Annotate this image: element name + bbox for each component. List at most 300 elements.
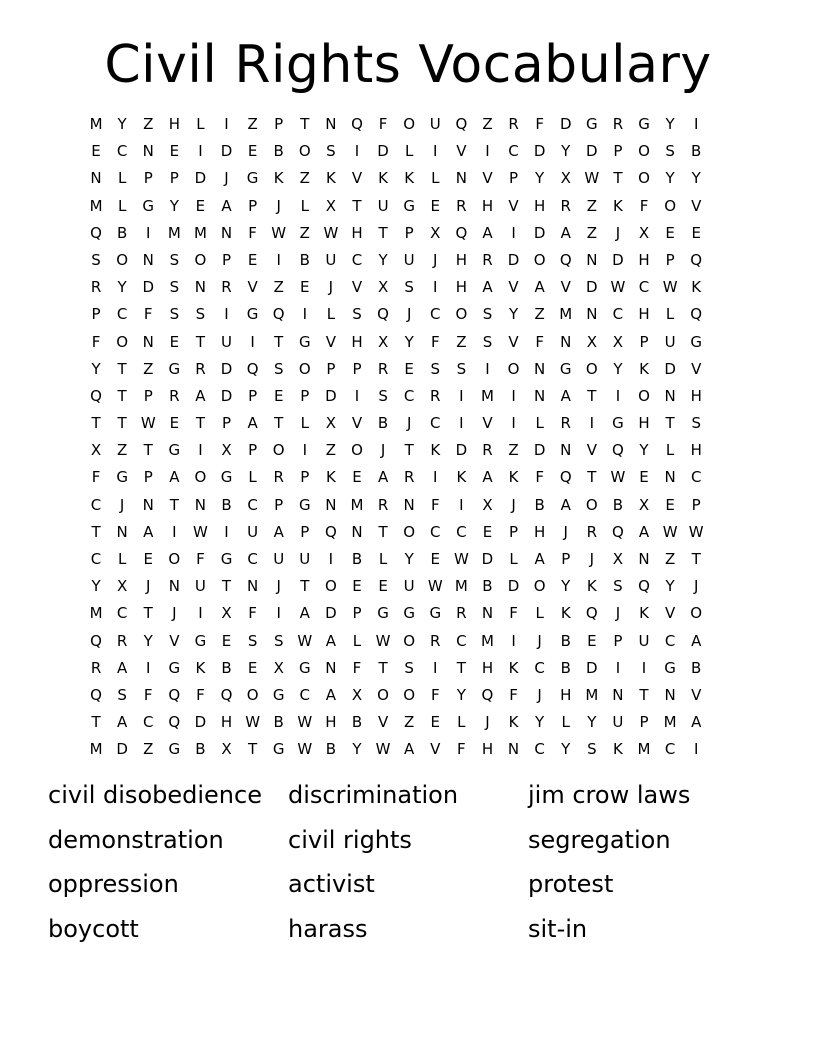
grid-letter: D — [533, 223, 546, 242]
grid-letter: D — [194, 713, 207, 732]
grid-letter: A — [117, 658, 128, 677]
grid-letter: Y — [587, 713, 597, 732]
word-list-item: demonstration — [48, 825, 224, 854]
grid-letter: T — [143, 604, 153, 623]
grid-letter: I — [511, 414, 516, 433]
grid-letter: N — [351, 522, 363, 541]
grid-letter: O — [298, 359, 311, 378]
grid-letter: M — [663, 713, 677, 732]
grid-letter: N — [246, 577, 259, 596]
grid-letter: R — [456, 604, 467, 623]
grid-letter: R — [169, 386, 180, 405]
grid-letter: P — [352, 604, 362, 623]
grid-letter: W — [193, 522, 208, 541]
grid-letter: N — [142, 332, 154, 351]
grid-letter: I — [172, 522, 177, 541]
grid-letter: I — [511, 223, 516, 242]
grid-letter: Y — [561, 142, 571, 161]
grid-letter: V — [691, 685, 702, 704]
grid-letter: H — [351, 223, 363, 242]
grid-letter: Q — [324, 522, 337, 541]
grid-letter: J — [433, 250, 438, 269]
grid-letter: Z — [143, 740, 154, 759]
grid-letter: I — [615, 386, 621, 405]
grid-letter: O — [246, 685, 259, 704]
grid-letter: L — [117, 196, 127, 215]
grid-letter: T — [587, 468, 597, 487]
grid-letter: L — [561, 713, 570, 732]
grid-letter: H — [690, 386, 702, 405]
grid-letter: N — [220, 223, 233, 242]
grid-letter: T — [117, 414, 127, 433]
grid-letter: K — [613, 196, 623, 215]
grid-letter: I — [693, 740, 699, 759]
grid-letter: K — [639, 359, 649, 378]
grid-letter: K — [195, 658, 206, 677]
grid-letter: Y — [561, 740, 571, 759]
word-list-item: harass — [288, 914, 368, 943]
grid-letter: B — [560, 631, 571, 650]
grid-letter: E — [352, 468, 362, 487]
grid-letter: M — [454, 577, 468, 596]
grid-letter: U — [664, 332, 676, 351]
grid-letter: Q — [481, 685, 494, 704]
grid-letter: B — [560, 658, 571, 677]
grid-letter: G — [298, 495, 311, 514]
grid-row — [83, 736, 733, 763]
grid-letter: R — [586, 522, 598, 541]
grid-letter: Q — [455, 115, 468, 133]
grid-letter: A — [560, 223, 571, 242]
grid-letter: E — [143, 550, 153, 568]
grid-letter: Q — [351, 115, 363, 133]
grid-letter: M — [480, 631, 494, 650]
grid-letter: B — [482, 577, 493, 596]
grid-letter: O — [690, 604, 703, 623]
grid-letter: W — [610, 278, 626, 297]
grid-letter: I — [589, 414, 595, 433]
grid-letter: P — [691, 495, 701, 514]
grid-letter: Y — [352, 740, 362, 759]
grid-letter: V — [351, 278, 363, 297]
grid-letter: T — [404, 441, 414, 460]
grid-letter: Z — [586, 223, 597, 242]
grid-letter: Q — [690, 250, 703, 269]
grid-letter: W — [688, 522, 704, 541]
grid-letter: S — [456, 359, 467, 378]
grid-row — [83, 655, 733, 682]
grid-letter: D — [377, 142, 389, 161]
grid-letter: A — [404, 740, 415, 759]
grid-letter: J — [511, 495, 516, 514]
grid-letter: P — [248, 441, 258, 460]
grid-letter: O — [194, 250, 207, 269]
grid-letter: P — [639, 332, 649, 351]
grid-letter: W — [297, 631, 313, 650]
grid-letter: N — [534, 386, 546, 405]
grid-letter: P — [352, 359, 362, 378]
grid-letter: K — [586, 577, 597, 596]
grid-letter: E — [273, 386, 284, 405]
grid-letter: S — [378, 386, 388, 405]
grid-letter: J — [224, 169, 229, 188]
grid-letter: S — [665, 142, 675, 161]
grid-letter: J — [146, 577, 151, 596]
grid-letter: N — [142, 495, 154, 514]
grid-letter: V — [377, 713, 389, 732]
grid-letter: Y — [665, 115, 675, 133]
grid-letter: X — [325, 196, 337, 215]
grid-row — [83, 437, 733, 464]
grid-letter: C — [116, 305, 128, 324]
grid-letter: Z — [534, 305, 545, 324]
grid-letter: G — [168, 658, 181, 677]
grid-letter: A — [221, 196, 232, 215]
grid-letter: Z — [299, 223, 310, 242]
grid-letter: C — [664, 631, 676, 650]
grid-letter: R — [430, 631, 441, 650]
grid-letter: B — [351, 550, 363, 568]
grid-letter: A — [560, 495, 571, 514]
grid-letter: S — [613, 577, 623, 596]
grid-letter: T — [456, 658, 466, 677]
grid-letter: Q — [272, 305, 285, 324]
grid-letter: E — [169, 142, 180, 161]
grid-letter: I — [198, 142, 203, 161]
grid-letter: L — [248, 468, 257, 487]
grid-letter: I — [302, 441, 308, 460]
grid-letter: Y — [535, 169, 545, 188]
grid-letter: F — [430, 495, 440, 514]
grid-letter: E — [665, 223, 675, 242]
grid-letter: G — [220, 468, 233, 487]
grid-letter: C — [116, 142, 128, 161]
grid-letter: B — [299, 250, 310, 269]
grid-letter: A — [169, 468, 180, 487]
word-search-grid — [83, 111, 733, 764]
grid-letter: Q — [612, 522, 624, 541]
grid-letter: M — [89, 196, 103, 215]
grid-letter: C — [638, 278, 650, 297]
grid-letter: O — [298, 142, 311, 161]
grid-letter: G — [168, 740, 181, 759]
grid-letter: L — [378, 550, 388, 568]
grid-letter: I — [433, 278, 438, 297]
grid-letter: N — [560, 441, 572, 460]
grid-letter: F — [639, 196, 649, 215]
word-list-item: oppression — [48, 870, 179, 898]
grid-letter: E — [195, 196, 206, 215]
grid-letter: M — [89, 115, 103, 133]
grid-letter: P — [248, 196, 258, 215]
grid-letter: F — [196, 550, 205, 568]
grid-letter: U — [429, 115, 441, 133]
grid-letter: W — [427, 577, 443, 596]
grid-letter: H — [168, 115, 180, 133]
grid-letter: D — [220, 386, 233, 405]
grid-letter: F — [430, 332, 440, 351]
grid-letter: A — [560, 386, 571, 405]
grid-letter: E — [639, 468, 649, 487]
grid-letter: W — [453, 550, 469, 568]
grid-letter: T — [195, 332, 205, 351]
grid-letter: D — [586, 658, 598, 677]
grid-letter: X — [325, 414, 337, 433]
grid-letter: S — [169, 250, 180, 269]
grid-letter: F — [535, 468, 544, 487]
grid-letter: W — [140, 414, 156, 433]
grid-letter: X — [377, 278, 389, 297]
grid-letter: R — [377, 495, 389, 514]
grid-letter: N — [664, 386, 676, 405]
grid-letter: R — [221, 278, 232, 297]
grid-letter: L — [665, 305, 675, 324]
grid-letter: J — [615, 223, 621, 242]
grid-letter: D — [116, 740, 128, 759]
grid-letter: X — [612, 332, 624, 351]
grid-letter: L — [300, 196, 309, 215]
grid-letter: P — [143, 386, 153, 405]
grid-letter: Q — [90, 631, 102, 650]
grid-row — [83, 682, 733, 709]
grid-letter: D — [455, 441, 468, 460]
grid-letter: O — [533, 250, 546, 269]
grid-letter: Y — [665, 577, 675, 596]
grid-letter: R — [116, 631, 128, 650]
grid-letter: S — [482, 332, 493, 351]
grid-letter: X — [221, 740, 232, 759]
grid-letter: B — [691, 658, 702, 677]
grid-letter: U — [299, 550, 311, 568]
grid-letter: R — [482, 441, 493, 460]
grid-letter: Y — [665, 169, 675, 188]
grid-letter: G — [429, 604, 442, 623]
grid-letter: P — [326, 359, 336, 378]
grid-letter: I — [354, 142, 360, 161]
grid-letter: D — [559, 115, 572, 133]
grid-letter: C — [247, 550, 258, 568]
grid-letter: T — [378, 522, 388, 541]
grid-letter: P — [613, 631, 623, 650]
grid-letter: H — [325, 713, 337, 732]
grid-letter: G — [168, 359, 181, 378]
grid-letter: N — [534, 359, 546, 378]
grid-letter: O — [116, 332, 129, 351]
grid-letter: A — [377, 468, 389, 487]
grid-letter: S — [352, 305, 362, 324]
grid-letter: Y — [117, 278, 127, 297]
grid-letter: K — [430, 441, 441, 460]
grid-letter: Z — [664, 550, 676, 568]
grid-letter: E — [587, 631, 597, 650]
grid-letter: N — [664, 685, 676, 704]
word-list-item: civil rights — [288, 825, 412, 854]
grid-letter: J — [119, 495, 125, 514]
grid-letter: V — [482, 169, 493, 188]
word-list-item: sit-in — [528, 914, 588, 943]
grid-letter: C — [403, 386, 415, 405]
grid-letter: D — [507, 250, 520, 269]
grid-letter: A — [638, 522, 650, 541]
grid-letter: G — [298, 658, 311, 677]
grid-letter: O — [507, 359, 520, 378]
grid-letter: H — [481, 196, 494, 215]
grid-letter: M — [559, 305, 573, 324]
grid-letter: K — [456, 468, 467, 487]
grid-letter: F — [430, 685, 440, 704]
grid-letter: G — [403, 604, 415, 623]
grid-row — [83, 464, 733, 491]
grid-letter: T — [274, 414, 284, 433]
grid-letter: O — [351, 441, 363, 460]
grid-letter: L — [535, 604, 544, 623]
grid-letter: X — [273, 658, 284, 677]
grid-letter: N — [638, 550, 650, 568]
grid-letter: O — [585, 495, 598, 514]
grid-letter: C — [534, 658, 545, 677]
grid-letter: E — [169, 414, 180, 433]
grid-letter: H — [481, 658, 494, 677]
grid-letter: L — [404, 142, 414, 161]
grid-letter: A — [325, 685, 337, 704]
grid-letter: Q — [90, 386, 102, 405]
grid-letter: T — [169, 495, 179, 514]
grid-letter: P — [221, 414, 232, 433]
grid-letter: T — [613, 169, 623, 188]
grid-letter: Y — [91, 577, 101, 596]
grid-letter: S — [247, 631, 258, 650]
grid-letter: K — [404, 169, 415, 188]
grid-letter: Y — [91, 359, 101, 378]
grid-letter: V — [351, 414, 363, 433]
grid-letter: K — [560, 604, 571, 623]
grid-letter: B — [691, 142, 702, 161]
grid-letter: P — [561, 550, 571, 568]
grid-letter: C — [247, 495, 258, 514]
grid-letter: G — [168, 441, 181, 460]
grid-letter: J — [406, 414, 412, 433]
grid-letter: P — [91, 305, 101, 324]
grid-letter: T — [248, 740, 258, 759]
grid-letter: D — [325, 386, 337, 405]
grid-letter: A — [482, 278, 493, 297]
grid-letter: B — [195, 740, 206, 759]
grid-letter: Y — [508, 305, 519, 324]
word-list-item: civil disobedience — [48, 781, 262, 809]
word-list-item: discrimination — [288, 781, 459, 809]
grid-letter: V — [169, 631, 180, 650]
grid-letter: D — [325, 604, 337, 623]
grid-letter: X — [221, 604, 232, 623]
grid-letter: W — [610, 468, 626, 487]
grid-letter: N — [194, 278, 207, 297]
grid-letter: Y — [639, 441, 649, 460]
grid-letter: A — [482, 223, 493, 242]
grid-letter: I — [459, 386, 464, 405]
grid-letter: I — [250, 332, 255, 351]
grid-letter: F — [248, 604, 257, 623]
grid-letter: T — [665, 414, 675, 433]
grid-letter: I — [433, 658, 438, 677]
grid-letter: T — [587, 386, 597, 405]
grid-letter: B — [221, 658, 232, 677]
grid-letter: J — [328, 278, 334, 297]
grid-letter: J — [380, 441, 386, 460]
grid-letter: I — [328, 550, 334, 568]
grid-letter: Q — [559, 468, 572, 487]
grid-letter: A — [143, 522, 154, 541]
grid-letter: J — [276, 196, 281, 215]
grid-letter: P — [639, 713, 649, 732]
grid-letter: K — [378, 169, 388, 188]
grid-letter: R — [456, 196, 467, 215]
grid-letter: W — [297, 713, 313, 732]
grid-letter: F — [91, 332, 101, 351]
grid-letter: R — [560, 414, 571, 433]
word-list-item: jim crow laws — [528, 781, 691, 809]
grid-letter: R — [403, 468, 415, 487]
grid-letter: Z — [143, 359, 154, 378]
grid-letter: O — [272, 441, 285, 460]
grid-letter: F — [91, 468, 101, 487]
grid-letter: G — [664, 658, 676, 677]
grid-row — [83, 519, 733, 546]
grid-letter: I — [354, 386, 360, 405]
grid-row — [83, 573, 733, 600]
grid-letter: L — [665, 441, 675, 460]
grid-letter: X — [560, 169, 571, 188]
grid-letter: B — [221, 495, 232, 514]
grid-letter: E — [247, 142, 258, 161]
grid-letter: A — [273, 522, 284, 541]
grid-letter: A — [691, 631, 702, 650]
grid-letter: G — [638, 115, 650, 133]
grid-letter: R — [90, 658, 102, 677]
grid-letter: A — [534, 278, 545, 297]
grid-letter: D — [586, 142, 598, 161]
grid-letter: O — [403, 631, 416, 650]
grid-letter: F — [535, 115, 544, 133]
grid-letter: T — [378, 223, 388, 242]
grid-letter: T — [378, 658, 388, 677]
grid-letter: K — [508, 468, 519, 487]
grid-letter: I — [224, 115, 229, 133]
grid-letter: E — [482, 522, 493, 541]
grid-letter: S — [404, 278, 414, 297]
grid-letter: P — [404, 223, 414, 242]
grid-letter: C — [299, 685, 311, 704]
grid-letter: Q — [168, 713, 181, 732]
grid-letter: F — [352, 658, 362, 677]
grid-row — [83, 274, 733, 301]
grid-letter: U — [221, 332, 232, 351]
grid-letter: L — [431, 169, 440, 188]
grid-letter: J — [276, 577, 281, 596]
grid-letter: R — [90, 278, 102, 297]
page-title: Civil Rights Vocabulary — [104, 35, 712, 95]
grid-letter: E — [169, 332, 180, 351]
grid-letter: K — [508, 658, 519, 677]
grid-letter: J — [172, 604, 177, 623]
word-list — [48, 777, 768, 955]
grid-letter: O — [455, 305, 468, 324]
grid-letter: O — [116, 250, 129, 269]
grid-letter: H — [455, 250, 467, 269]
grid-letter: W — [375, 631, 391, 650]
grid-letter: P — [300, 386, 310, 405]
grid-letter: M — [480, 386, 494, 405]
grid-letter: Y — [535, 713, 545, 732]
